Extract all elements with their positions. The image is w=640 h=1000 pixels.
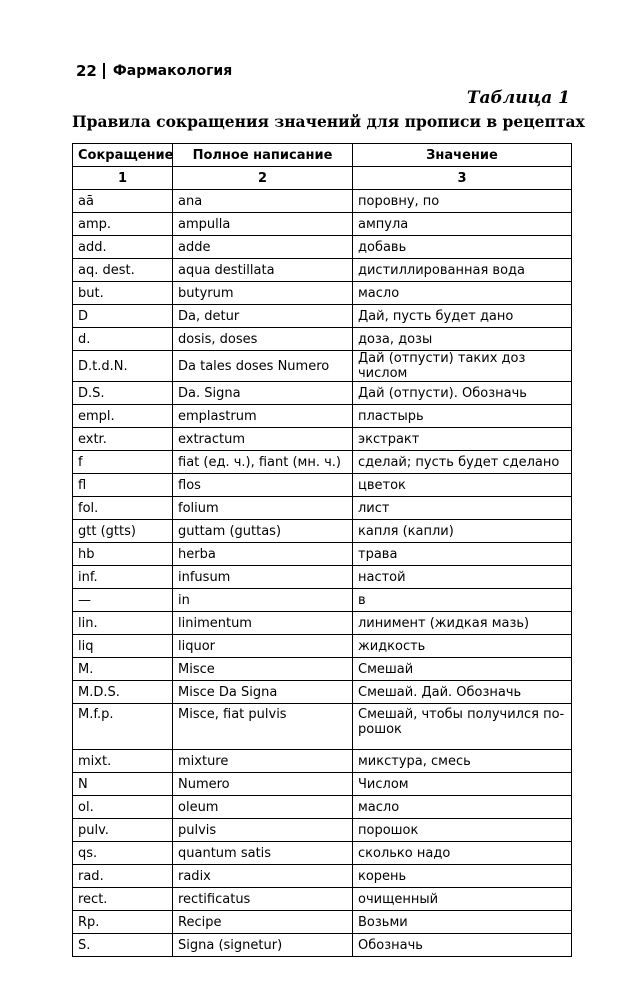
- cell-full-form: rectificatus: [173, 888, 353, 911]
- cell-abbreviation: M.D.S.: [73, 681, 173, 704]
- cell-full-form: dosis, doses: [173, 328, 353, 351]
- cell-meaning: настой: [353, 566, 572, 589]
- cell-meaning: доза, дозы: [353, 328, 572, 351]
- cell-full-form: Misce Da Signa: [173, 681, 353, 704]
- column-header-full-form: Полное написание: [173, 144, 353, 167]
- cell-full-form: extractum: [173, 428, 353, 451]
- table-row: [73, 635, 572, 658]
- cell-abbreviation: M.: [73, 658, 173, 681]
- table-header-row: [73, 144, 572, 167]
- cell-meaning: в: [353, 589, 572, 612]
- table-label: Таблица 1: [466, 88, 570, 108]
- cell-meaning: Смешай, чтобы получился по-рошок: [353, 704, 572, 750]
- cell-meaning: экстракт: [353, 428, 572, 451]
- cell-meaning: жидкость: [353, 635, 572, 658]
- table-row: [73, 236, 572, 259]
- cell-meaning: Числом: [353, 773, 572, 796]
- table-row: [73, 405, 572, 428]
- cell-abbreviation: D.t.d.N.: [73, 351, 173, 382]
- cell-meaning: Дай (отпусти) таких доз числом: [353, 351, 572, 382]
- table-row: [73, 911, 572, 934]
- cell-abbreviation: extr.: [73, 428, 173, 451]
- cell-full-form: oleum: [173, 796, 353, 819]
- cell-meaning: Смешай: [353, 658, 572, 681]
- cell-full-form: flos: [173, 474, 353, 497]
- cell-abbreviation: D: [73, 305, 173, 328]
- table-row: [73, 428, 572, 451]
- cell-full-form: liquor: [173, 635, 353, 658]
- cell-full-form: mixture: [173, 750, 353, 773]
- cell-abbreviation: rect.: [73, 888, 173, 911]
- abbreviations-table: [72, 143, 572, 957]
- cell-full-form: Recipe: [173, 911, 353, 934]
- cell-full-form: Da tales doses Numero: [173, 351, 353, 382]
- table-caption: Правила сокращения значений для прописи в рецептах: [72, 112, 585, 131]
- cell-abbreviation: Rp.: [73, 911, 173, 934]
- cell-abbreviation: fl: [73, 474, 173, 497]
- cell-abbreviation: —: [73, 589, 173, 612]
- cell-meaning: капля (капли): [353, 520, 572, 543]
- cell-meaning: микстура, смесь: [353, 750, 572, 773]
- cell-abbreviation: M.f.p.: [73, 704, 173, 750]
- cell-full-form: Da. Signa: [173, 382, 353, 405]
- table-row: [73, 259, 572, 282]
- cell-abbreviation: fol.: [73, 497, 173, 520]
- cell-meaning: Дай (отпусти). Обозначь: [353, 382, 572, 405]
- table-row: [73, 773, 572, 796]
- cell-full-form: Misce, fiat pulvis: [173, 704, 353, 750]
- cell-meaning: очищенный: [353, 888, 572, 911]
- table-row: [73, 750, 572, 773]
- cell-meaning: цветок: [353, 474, 572, 497]
- cell-meaning: Дай, пусть будет дано: [353, 305, 572, 328]
- cell-full-form: ampulla: [173, 213, 353, 236]
- column-header-meaning: Значение: [353, 144, 572, 167]
- cell-meaning: дистиллированная вода: [353, 259, 572, 282]
- cell-abbreviation: add.: [73, 236, 173, 259]
- running-head: [76, 62, 232, 80]
- column-number: 3: [353, 167, 572, 190]
- table-row: [73, 520, 572, 543]
- table-row: [73, 681, 572, 704]
- cell-meaning: масло: [353, 796, 572, 819]
- cell-full-form: fiat (ед. ч.), fiant (мн. ч.): [173, 451, 353, 474]
- table-row: [73, 566, 572, 589]
- table-row: [73, 497, 572, 520]
- cell-meaning: поровну, по: [353, 190, 572, 213]
- column-number-row: [73, 167, 572, 190]
- cell-full-form: pulvis: [173, 819, 353, 842]
- cell-meaning: Возьми: [353, 911, 572, 934]
- cell-meaning: сделай; пусть будет сделано: [353, 451, 572, 474]
- table-row: [73, 819, 572, 842]
- running-title: Фармакология: [112, 63, 233, 79]
- column-number: 2: [173, 167, 353, 190]
- cell-meaning: Обозначь: [353, 934, 572, 957]
- table-row: [73, 213, 572, 236]
- table-row: [73, 658, 572, 681]
- cell-abbreviation: d.: [73, 328, 173, 351]
- cell-full-form: Misce: [173, 658, 353, 681]
- cell-abbreviation: D.S.: [73, 382, 173, 405]
- cell-full-form: Numero: [173, 773, 353, 796]
- cell-abbreviation: amp.: [73, 213, 173, 236]
- cell-meaning: ампула: [353, 213, 572, 236]
- cell-meaning: порошок: [353, 819, 572, 842]
- cell-full-form: butyrum: [173, 282, 353, 305]
- table-row: [73, 328, 572, 351]
- table-row: [73, 474, 572, 497]
- cell-full-form: in: [173, 589, 353, 612]
- cell-abbreviation: f: [73, 451, 173, 474]
- cell-abbreviation: lin.: [73, 612, 173, 635]
- cell-meaning: масло: [353, 282, 572, 305]
- cell-meaning: пластырь: [353, 405, 572, 428]
- cell-meaning: корень: [353, 865, 572, 888]
- cell-abbreviation: S.: [73, 934, 173, 957]
- cell-abbreviation: empl.: [73, 405, 173, 428]
- cell-full-form: Da, detur: [173, 305, 353, 328]
- cell-full-form: herba: [173, 543, 353, 566]
- column-header-abbreviation: Сокращение: [73, 144, 173, 167]
- table-row: [73, 796, 572, 819]
- page-number: 22: [76, 62, 97, 80]
- table-row: [73, 190, 572, 213]
- cell-full-form: quantum satis: [173, 842, 353, 865]
- cell-full-form: emplastrum: [173, 405, 353, 428]
- cell-full-form: linimentum: [173, 612, 353, 635]
- cell-full-form: aqua destillata: [173, 259, 353, 282]
- table-row: [73, 305, 572, 328]
- table-row: [73, 451, 572, 474]
- cell-full-form: Signa (signetur): [173, 934, 353, 957]
- cell-abbreviation: pulv.: [73, 819, 173, 842]
- cell-full-form: adde: [173, 236, 353, 259]
- cell-full-form: ana: [173, 190, 353, 213]
- table-row: [73, 589, 572, 612]
- cell-abbreviation: aā: [73, 190, 173, 213]
- cell-abbreviation: inf.: [73, 566, 173, 589]
- table-row: [73, 704, 572, 750]
- cell-abbreviation: aq. dest.: [73, 259, 173, 282]
- cell-abbreviation: but.: [73, 282, 173, 305]
- cell-meaning: лист: [353, 497, 572, 520]
- cell-abbreviation: qs.: [73, 842, 173, 865]
- cell-abbreviation: ol.: [73, 796, 173, 819]
- cell-abbreviation: mixt.: [73, 750, 173, 773]
- cell-abbreviation: hb: [73, 543, 173, 566]
- cell-full-form: folium: [173, 497, 353, 520]
- cell-full-form: infusum: [173, 566, 353, 589]
- cell-meaning: Смешай. Дай. Обозначь: [353, 681, 572, 704]
- cell-meaning: добавь: [353, 236, 572, 259]
- cell-meaning: линимент (жидкая мазь): [353, 612, 572, 635]
- table-row: [73, 865, 572, 888]
- table-row: [73, 282, 572, 305]
- cell-meaning: сколько надо: [353, 842, 572, 865]
- cell-abbreviation: liq: [73, 635, 173, 658]
- table-row: [73, 382, 572, 405]
- table-row: [73, 543, 572, 566]
- table-row: [73, 612, 572, 635]
- cell-abbreviation: gtt (gtts): [73, 520, 173, 543]
- cell-full-form: guttam (guttas): [173, 520, 353, 543]
- table-row: [73, 888, 572, 911]
- cell-meaning: трава: [353, 543, 572, 566]
- cell-full-form: radix: [173, 865, 353, 888]
- column-number: 1: [73, 167, 173, 190]
- cell-abbreviation: rad.: [73, 865, 173, 888]
- cell-abbreviation: N: [73, 773, 173, 796]
- table-row: [73, 934, 572, 957]
- table-row: [73, 842, 572, 865]
- header-divider: [103, 63, 105, 79]
- table-row: [73, 351, 572, 382]
